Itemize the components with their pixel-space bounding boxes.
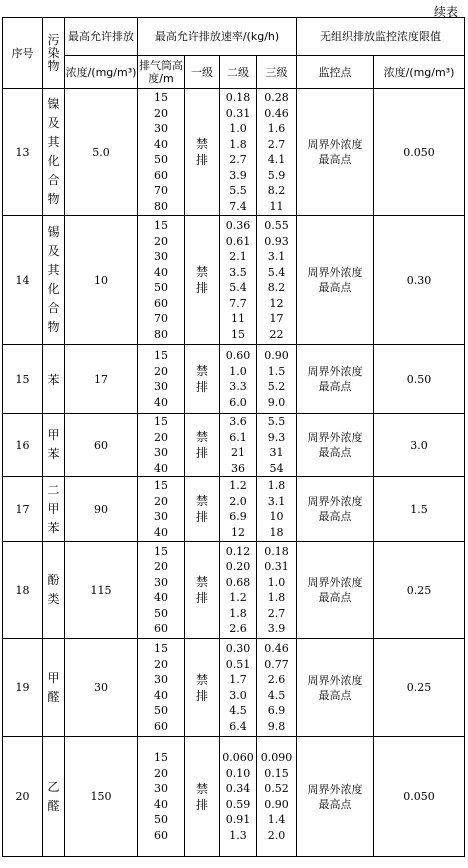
level3-value: 11 [269,199,284,213]
level3-value: 1.5 [267,364,286,378]
row-max-concentration: 90 [65,477,138,542]
table-row [3,216,465,345]
stack-height-value: 60 [154,719,168,733]
stack-height-value: 20 [154,494,168,508]
level2-value: 0.31 [225,106,251,120]
row-monitor-point: 周界外浓度 最高点 [297,216,374,345]
level3-value: 12 [269,296,284,310]
stack-height-value: 40 [154,265,168,279]
row-pollutant: 锡及其化合物 [43,216,65,345]
level2-value: 3.9 [229,168,247,182]
stack-height-value: 20 [154,106,168,120]
row-level2 [220,737,257,857]
header-level1: 一级 [185,56,220,89]
level3-value: 18 [269,525,284,539]
row-stack-heights [138,639,185,737]
row-level1: 禁排 [185,477,220,542]
row-stack-heights [138,414,185,477]
row-fugitive-concentration: 0.050 [374,737,465,857]
emission-limits-table [2,17,465,857]
row-seq: 20 [3,737,43,857]
level2-value: 0.18 [225,91,251,104]
row-pollutant: 甲苯 [43,414,65,477]
row-monitor-point: 周界外浓度 最高点 [297,89,374,216]
stack-height-value: 30 [154,250,168,263]
level3-value: 54 [269,461,284,475]
level3-value: 0.31 [264,560,289,573]
level2-value: 2.7 [229,153,247,166]
level3-value: 3.1 [267,250,286,263]
level2-value: 0.61 [225,234,251,248]
row-stack-heights [138,477,185,542]
row-level1: 禁排 [185,414,220,477]
row-level2 [220,542,257,639]
row-level1: 禁排 [185,89,220,216]
row-seq: 18 [3,542,43,639]
level2-value: 0.68 [225,575,251,589]
level2-value: 36 [231,461,245,475]
row-level2 [220,477,257,542]
continued-label: 续表 [433,5,458,19]
stack-height-value: 50 [154,281,168,294]
level3-value: 5.5 [267,415,286,428]
stack-height-value: 30 [154,446,168,459]
row-level3 [257,737,297,857]
row-level1: 禁排 [185,639,220,737]
row-fugitive-concentration: 1.5 [374,477,465,542]
table-row [3,414,465,477]
level2-value: 5.5 [229,184,247,197]
level3-value: 1.6 [267,122,286,135]
stack-height-value: 40 [154,461,168,475]
level3-value: 6.9 [267,704,286,717]
row-level1: 禁排 [185,542,220,639]
level3-value: 2.0 [267,828,286,842]
row-fugitive-concentration: 0.30 [374,216,465,345]
row-seq: 15 [3,345,43,414]
level2-value: 0.60 [225,349,251,362]
level2-value: 1.2 [229,591,247,604]
stack-height-value: 50 [154,153,168,166]
level3-value: 5.4 [267,265,286,279]
row-level1: 禁排 [185,737,220,857]
level2-value: 5.4 [229,281,247,294]
row-level2 [220,89,257,216]
row-fugitive-concentration: 0.050 [374,89,465,216]
level2-value: 3.3 [229,380,247,393]
row-pollutant: 苯 [43,345,65,414]
level2-value: 1.0 [229,364,247,378]
level3-value: 9.8 [267,719,286,733]
row-monitor-point: 周界外浓度 最高点 [297,477,374,542]
row-fugitive-concentration: 0.50 [374,345,465,414]
row-level3 [257,216,297,345]
stack-height-value: 20 [154,766,168,780]
header-fugitive: 无组织排放监控浓度限值 [297,18,465,56]
row-monitor-point: 周界外浓度 最高点 [297,542,374,639]
stack-height-value: 80 [154,199,168,213]
row-level2 [220,216,257,345]
row-pollutant: 酚类 [43,542,65,639]
stack-height-value: 70 [154,184,168,197]
stack-height-value: 15 [154,479,168,492]
level2-value: 1.8 [229,137,247,151]
row-fugitive-concentration: 3.0 [374,414,465,477]
level3-value: 5.2 [267,380,286,393]
row-stack-heights [138,89,185,216]
level3-value: 9.0 [267,395,286,409]
level3-value: 0.28 [264,91,289,104]
level2-value: 2.0 [229,494,247,508]
table-row [3,345,465,414]
row-level2 [220,414,257,477]
level2-value: 0.30 [225,642,251,655]
level3-value: 4.1 [267,153,286,166]
row-pollutant: 甲醛 [43,639,65,737]
row-pollutant: 镍及其化合物 [43,89,65,216]
row-seq: 19 [3,639,43,737]
row-level2 [220,639,257,737]
stack-height-value: 40 [154,525,168,539]
level3-value: 22 [269,327,284,341]
level3-value: 0.46 [264,642,289,655]
stack-height-value: 30 [154,575,168,589]
stack-height-value: 60 [154,828,168,842]
row-level3 [257,345,297,414]
level3-value: 8.2 [267,281,286,294]
row-max-concentration: 5.0 [65,89,138,216]
row-seq: 13 [3,89,43,216]
header-level2: 二级 [220,56,257,89]
header-level3: 三级 [257,56,297,89]
row-monitor-point: 周界外浓度 最高点 [297,414,374,477]
header-max-rate: 最高允许排放速率/(kg/h) [138,18,297,56]
stack-height-value: 15 [154,544,168,558]
row-seq: 14 [3,216,43,345]
level2-value: 4.5 [229,704,247,717]
stack-height-value: 60 [154,622,168,635]
level2-value: 1.0 [229,122,247,135]
level3-value: 4.5 [267,688,286,702]
stack-height-value: 15 [154,642,168,655]
row-level3 [257,639,297,737]
stack-height-value: 15 [154,219,168,232]
table-row [3,542,465,639]
row-monitor-point: 周界外浓度 最高点 [297,737,374,857]
level2-value: 3.5 [229,265,247,279]
stack-height-value: 50 [154,606,168,620]
row-fugitive-concentration: 0.25 [374,542,465,639]
level2-value: 2.1 [229,250,247,263]
row-stack-heights [138,542,185,639]
level3-value: 10 [269,510,284,523]
stack-height-value: 30 [154,510,168,523]
row-level1: 禁排 [185,345,220,414]
header-monitor-point: 监控点 [297,56,374,89]
row-pollutant: 二甲苯 [43,477,65,542]
stack-height-value: 20 [154,430,168,444]
level2-value: 6.4 [229,719,247,733]
table-row [3,89,465,216]
stack-height-value: 30 [154,122,168,135]
row-max-concentration: 30 [65,639,138,737]
level3-value: 0.18 [264,544,289,558]
stack-height-value: 15 [154,349,168,362]
level3-value: 0.90 [264,349,289,362]
row-level3 [257,477,297,542]
stack-height-value: 50 [154,813,168,826]
level3-value: 2.6 [267,673,286,686]
stack-height-value: 20 [154,234,168,248]
level2-value: 1.7 [229,673,247,686]
stack-height-value: 15 [154,751,168,764]
table-row [3,477,465,542]
row-pollutant: 乙醛 [43,737,65,857]
stack-height-value: 30 [154,782,168,795]
stack-height-value: 40 [154,797,168,811]
header-stack-height: 排气筒高度/m [138,56,185,89]
stack-height-value: 40 [154,688,168,702]
level3-value: 0.52 [264,782,289,795]
level2-value: 0.10 [225,766,251,780]
row-stack-heights [138,737,185,857]
level3-value: 0.93 [264,234,289,248]
level2-value: 0.34 [225,782,251,795]
table-row [3,639,465,737]
header-pollutant: 污染物 [43,18,65,89]
level3-value: 8.2 [267,184,286,197]
level3-value: 1.0 [267,575,286,589]
level2-value: 6.0 [229,395,247,409]
row-max-concentration: 10 [65,216,138,345]
level2-value: 3.0 [229,688,247,702]
level2-value: 3.6 [229,415,247,428]
header-seq: 序号 [3,18,43,89]
stack-height-value: 40 [154,591,168,604]
row-max-concentration: 17 [65,345,138,414]
level3-value: 9.3 [267,430,286,444]
level2-value: 1.2 [229,479,247,492]
level2-value: 0.59 [225,797,251,811]
level2-value: 0.36 [225,219,251,232]
level2-value: 7.7 [229,296,247,310]
level3-value: 3.9 [267,622,286,635]
level2-value: 6.1 [229,430,247,444]
level3-value: 2.7 [267,137,286,151]
row-level1: 禁排 [185,216,220,345]
level2-value: 0.20 [225,560,251,573]
level2-value: 7.4 [229,199,247,213]
table-row [3,737,465,857]
level2-value: 0.060 [222,751,254,764]
level2-value: 1.8 [229,606,247,620]
level2-value: 6.9 [229,510,247,523]
level3-value: 0.15 [264,766,289,780]
level2-value: 0.12 [225,544,251,558]
header-concentration-unit: 浓度/(mg/m³) [65,56,138,89]
level3-value: 5.9 [267,168,286,182]
row-max-concentration: 115 [65,542,138,639]
level3-value: 1.8 [267,479,286,492]
stack-height-value: 60 [154,296,168,310]
level3-value: 0.77 [264,657,289,671]
stack-height-value: 70 [154,312,168,325]
level2-value: 0.51 [225,657,251,671]
level3-value: 17 [269,312,284,325]
row-level2 [220,345,257,414]
level3-value: 2.7 [267,606,286,620]
level3-value: 3.1 [267,494,286,508]
row-seq: 16 [3,414,43,477]
stack-height-value: 30 [154,673,168,686]
stack-height-value: 20 [154,657,168,671]
stack-height-value: 20 [154,364,168,378]
level2-value: 2.6 [229,622,247,635]
level2-value: 0.91 [225,813,251,826]
stack-height-value: 40 [154,137,168,151]
row-max-concentration: 60 [65,414,138,477]
stack-height-value: 15 [154,91,168,104]
row-fugitive-concentration: 0.25 [374,639,465,737]
level2-value: 12 [231,525,245,539]
level3-value: 31 [269,446,284,459]
level3-value: 1.4 [267,813,286,826]
level2-value: 11 [231,312,245,325]
level2-value: 1.3 [229,828,247,842]
level3-value: 0.90 [264,797,289,811]
row-stack-heights [138,216,185,345]
level2-value: 15 [231,327,245,341]
row-stack-heights [138,345,185,414]
row-level3 [257,542,297,639]
stack-height-value: 20 [154,560,168,573]
row-monitor-point: 周界外浓度 最高点 [297,345,374,414]
row-monitor-point: 周界外浓度 最高点 [297,639,374,737]
stack-height-value: 60 [154,168,168,182]
stack-height-value: 15 [154,415,168,428]
level2-value: 21 [231,446,245,459]
row-seq: 17 [3,477,43,542]
row-level3 [257,414,297,477]
row-max-concentration: 150 [65,737,138,857]
level3-value: 0.090 [260,751,293,764]
stack-height-value: 80 [154,327,168,341]
level3-value: 1.8 [267,591,286,604]
row-level3 [257,89,297,216]
stack-height-value: 50 [154,704,168,717]
stack-height-value: 40 [154,395,168,409]
level3-value: 0.55 [264,219,289,232]
header-max-concentration: 最高允许排放 [65,18,138,56]
stack-height-value: 30 [154,380,168,393]
level3-value: 0.46 [264,106,289,120]
header-fugitive-unit: 浓度/(mg/m³) [374,56,465,89]
